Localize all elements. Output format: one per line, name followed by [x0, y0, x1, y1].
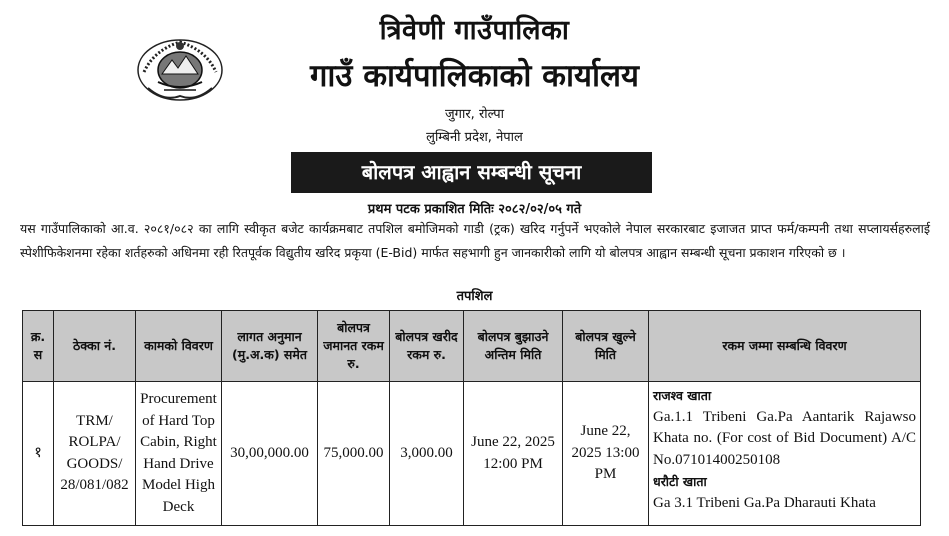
- cell-opening-date: June 22, 2025 13:00 PM: [563, 382, 649, 526]
- office-title: गाउँ कार्यपालिकाको कार्यालय: [309, 58, 640, 94]
- header-bid-security: बोलपत्र जमानत रकम रु.: [318, 311, 390, 382]
- deposit-account-text: Ga 3.1 Tribeni Ga.Pa Dharauti Khata: [653, 494, 876, 511]
- header-account-details: रकम जम्मा सम्बन्धि विवरण: [649, 311, 921, 382]
- header-cost-estimate: लागत अनुमान (मु.अ.क) समेत: [222, 311, 318, 382]
- header-bid-purchase: बोलपत्र खरीद रकम रु.: [390, 311, 464, 382]
- notice-paragraph: यस गाउँपालिकाको आ.व. २०८१/०८२ का लागि स्वीकृत बजेट कार्यक्रमबाट तपशिल बमोजिमको गाडी (ट्रक) खरिद गर्नुपर्ने भएकोले नेपाल सरकारबाट इजाजत प्राप्त फर्म/कम्पनी तथा सप्लायर्सहरुलाई स्पेशीफिकेशनमा रहेका शर्तहरुको अधिनमा रही रितपूर्वक विद्युतीय खरिद प्रकृया (E-Bid) मार्फत सहभागी हुन जानकारीको लागि यो बोलपत्र आह्वान सम्बन्धी सूचना प्रकाशन गरिएको छ ।: [20, 221, 930, 260]
- first-published-date: प्रथम पटक प्रकाशित मितिः २०८२/०२/०५ गते: [367, 202, 582, 217]
- address-line-2: लुम्बिनी प्रदेश, नेपाल: [426, 130, 523, 145]
- address-line-1: जुगार, रोल्पा: [445, 107, 504, 122]
- cell-bid-security: 75,000.00: [318, 382, 390, 526]
- cell-description: Procurement of Hard Top Cabin, Right Hand Drive Model High Deck: [136, 382, 222, 526]
- cell-submission-deadline: June 22, 2025 12:00 PM: [464, 382, 563, 526]
- table-caption: तपशिल: [456, 289, 493, 304]
- revenue-account-text: Ga.1.1 Tribeni Ga.Pa Aantarik Rajawso Khata no. (For cost of Bid Document) A/C No.07101400250108: [653, 408, 916, 468]
- bid-details-table: [22, 310, 921, 526]
- cell-serial: १: [23, 382, 54, 526]
- table-row: [23, 382, 921, 526]
- header-description: कामको विवरण: [136, 311, 222, 382]
- revenue-account-label: राजश्व खाता: [653, 388, 712, 403]
- table-header-row: [23, 311, 921, 382]
- cell-cost-estimate: 30,00,000.00: [222, 382, 318, 526]
- cell-account-details: [649, 382, 921, 526]
- deposit-account-label: धरौटी खाता: [653, 474, 707, 489]
- municipality-title: त्रिवेणी गाउँपालिका: [379, 15, 570, 46]
- header-opening-date: बोलपत्र खुल्ने मिति: [563, 311, 649, 382]
- cell-contract-no: TRM/ ROLPA/ GOODS/ 28/081/082: [54, 382, 136, 526]
- cell-bid-purchase: 3,000.00: [390, 382, 464, 526]
- header-contract-no: ठेक्का नं.: [54, 311, 136, 382]
- notice-banner: बोलपत्र आह्वान सम्बन्धी सूचना: [291, 152, 652, 193]
- header-submission-deadline: बोलपत्र बुझाउने अन्तिम मिति: [464, 311, 563, 382]
- header-serial: क्र. स: [23, 311, 54, 382]
